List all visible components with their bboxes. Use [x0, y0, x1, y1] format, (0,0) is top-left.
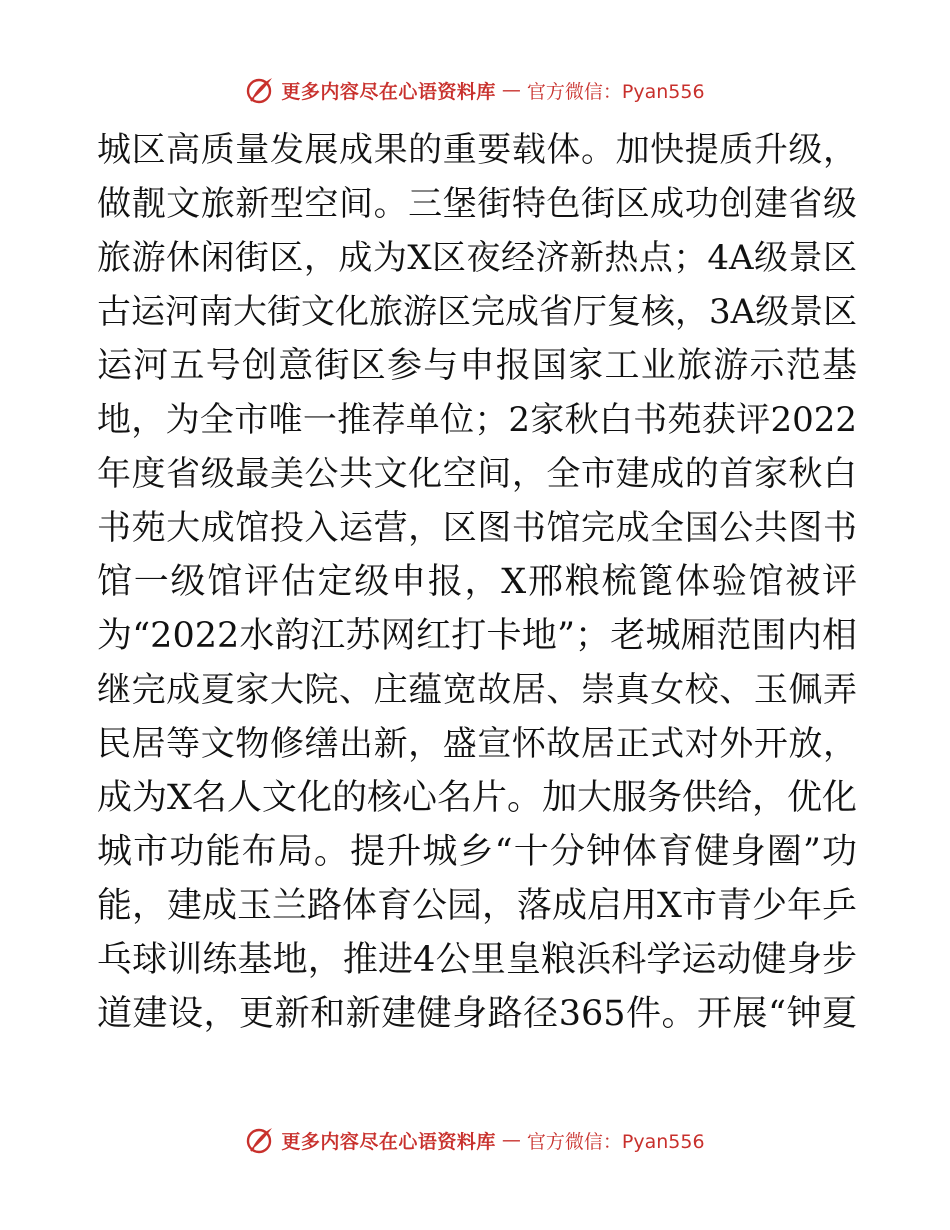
footer-banner [0, 1120, 950, 1160]
text-line: 城区高质量发展成果的重要载体。加快提质升级， [97, 130, 857, 170]
text-line: 民居等文物修缮出新，盛宣怀故居正式对外开放， [97, 724, 857, 764]
text-line: 年度省级最美公共文化空间，全市建成的首家秋白 [97, 454, 857, 494]
text-line: 为“2022水韵江苏网红打卡地”；老城厢范围内相 [97, 616, 857, 656]
text-line: 运河五号创意街区参与申报国家工业旅游示范基 [97, 346, 857, 386]
header-wechat-text: 官方微信：Pyan556 [526, 80, 705, 103]
text-line: 能，建成玉兰路体育公园，落成启用X市青少年乒 [97, 886, 857, 926]
text-line: 做靓文旅新型空间。三堡街特色街区成功创建省级 [97, 184, 857, 224]
text-line: 成为X名人文化的核心名片。加大服务供给，优化 [97, 778, 857, 818]
footer-wechat-text: 官方微信：Pyan556 [526, 1130, 705, 1153]
header-brand-text: 更多内容尽在心语资料库 [281, 80, 496, 103]
footer-brand-text: 更多内容尽在心语资料库 [281, 1130, 496, 1153]
text-line: 馆一级馆评估定级申报，X邢粮梳篦体验馆被评 [97, 562, 857, 602]
footer-separator: — [501, 1129, 521, 1151]
text-line: 道建设，更新和新建健身路径365件。开展“钟夏 [97, 994, 857, 1034]
text-line: 古运河南大街文化旅游区完成省厅复核，3A级景区 [97, 292, 857, 332]
text-line: 乓球训练基地，推进4公里皇粮浜科学运动健身步 [97, 940, 857, 980]
text-line: 城市功能布局。提升城乡“十分钟体育健身圈”功 [97, 832, 857, 872]
text-line: 地，为全市唯一推荐单位；2家秋白书苑获评2022 [97, 400, 857, 440]
header-separator: — [501, 79, 521, 101]
feather-pen-logo-icon [245, 75, 275, 105]
document-body [97, 123, 857, 1041]
text-line: 继完成夏家大院、庄蕴宽故居、崇真女校、玉佩弄 [97, 670, 857, 710]
header-banner [0, 70, 950, 110]
text-line: 旅游休闲街区，成为X区夜经济新热点；4A级景区 [97, 238, 857, 278]
feather-pen-logo-icon [245, 1125, 275, 1155]
text-line: 书苑大成馆投入运营，区图书馆完成全国公共图书 [97, 508, 857, 548]
